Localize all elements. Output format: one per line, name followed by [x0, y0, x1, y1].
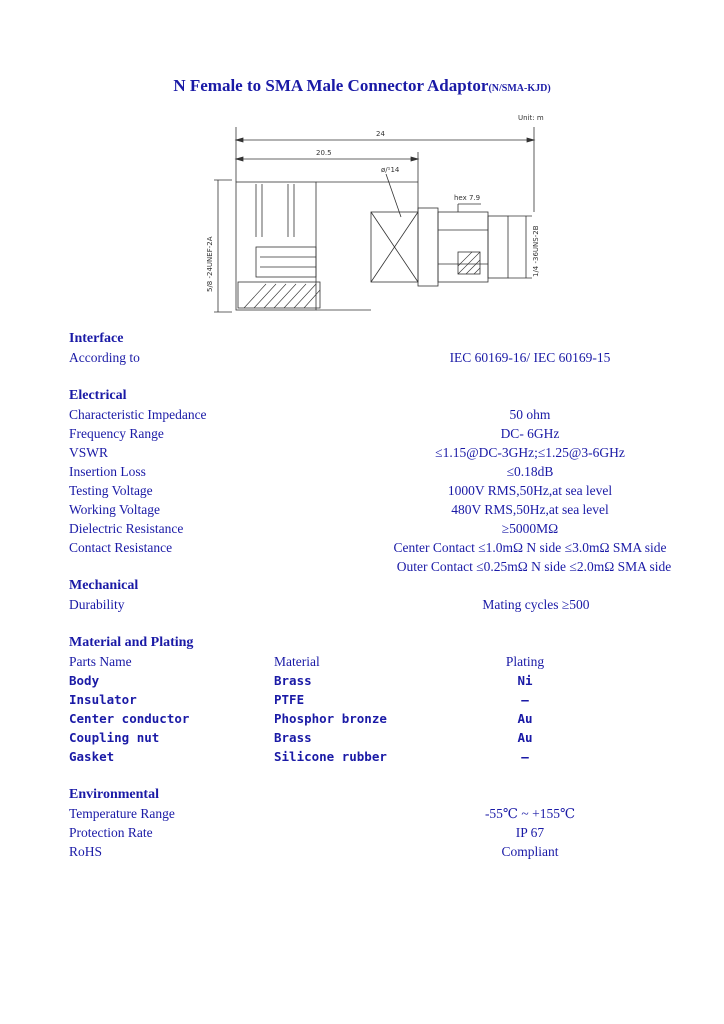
spec-label: According to [69, 350, 140, 365]
spec-row [0, 806, 724, 825]
part-material: Silicone rubber [274, 749, 387, 764]
spec-row [0, 426, 724, 445]
spec-value: Outer Contact ≤0.25mΩ N side ≤2.0mΩ SMA side [396, 559, 672, 574]
part-name: Coupling nut [69, 730, 160, 745]
model-code: (N/SMA-KJD) [488, 83, 551, 94]
dim-hex: ø/¹14 [381, 166, 400, 174]
material-row [0, 711, 724, 730]
spec-row [0, 483, 724, 502]
material-header-row [0, 654, 724, 673]
spec-label: Insertion Loss [69, 464, 146, 479]
spec-row [0, 559, 724, 578]
dim-thread-sma: 1/4 -36UNS-2B [532, 225, 540, 277]
spec-value: ≤0.18dB [506, 464, 554, 479]
spec-value: ≤1.15@DC-3GHz;≤1.25@3-6GHz [435, 445, 625, 460]
material-row [0, 749, 724, 768]
part-plating: — [521, 749, 529, 764]
part-name: Insulator [69, 692, 137, 707]
spec-value: DC- 6GHz [500, 426, 560, 441]
spec-row [0, 844, 724, 863]
dim-overall: 24 [376, 130, 385, 138]
spec-row [0, 407, 724, 426]
part-plating: Ni [517, 673, 533, 688]
page-title [0, 76, 724, 96]
title-main: N Female to SMA Male Connector Adaptor [173, 76, 489, 95]
spec-row [0, 540, 724, 559]
part-material: PTFE [274, 692, 305, 707]
spec-value: IEC 60169-16/ IEC 60169-15 [449, 350, 611, 365]
material-row [0, 730, 724, 749]
spec-label: Contact Resistance [69, 540, 173, 555]
spec-row [0, 350, 724, 369]
part-name: Gasket [69, 749, 115, 764]
spec-value: 50 ohm [509, 407, 551, 422]
part-name: Body [69, 673, 100, 688]
section-interface: Interface [69, 331, 124, 346]
part-plating: Au [517, 730, 533, 745]
spec-value: Center Contact ≤1.0mΩ N side ≤3.0mΩ SMA side [393, 540, 667, 555]
spec-row [0, 521, 724, 540]
dim-body: 20.5 [316, 149, 332, 157]
spec-label: Characteristic Impedance [69, 407, 207, 422]
spec-row [0, 445, 724, 464]
spec-value: Compliant [501, 844, 559, 859]
connector-drawing [196, 112, 566, 322]
material-row [0, 673, 724, 692]
part-plating: Au [517, 711, 533, 726]
spec-label: Dielectric Resistance [69, 521, 184, 536]
spec-row [0, 597, 724, 616]
dim-sma: hex 7.9 [454, 194, 481, 202]
spec-row [0, 825, 724, 844]
section-mechanical: Mechanical [69, 578, 139, 593]
part-plating: — [521, 692, 529, 707]
col-material: Material [274, 654, 320, 669]
part-material: Phosphor bronze [274, 711, 387, 726]
spec-value: -55℃ ~ +155℃ [484, 806, 576, 821]
spec-row [0, 464, 724, 483]
spec-row [0, 502, 724, 521]
col-parts-name: Parts Name [69, 654, 132, 669]
spec-label: Working Voltage [69, 502, 161, 517]
spec-label: Temperature Range [69, 806, 175, 821]
material-row [0, 692, 724, 711]
spec-label: Frequency Range [69, 426, 164, 441]
spec-value: Mating cycles ≥500 [482, 597, 590, 612]
spec-value: IP 67 [515, 825, 545, 840]
spec-value: ≥5000MΩ [501, 521, 559, 536]
part-material: Brass [274, 673, 312, 688]
spec-value: 1000V RMS,50Hz,at sea level [447, 483, 613, 498]
col-plating: Plating [505, 654, 545, 669]
part-material: Brass [274, 730, 312, 745]
spec-label: Testing Voltage [69, 483, 153, 498]
drawing-unit: Unit: m [518, 114, 544, 122]
section-material: Material and Plating [69, 635, 194, 650]
section-environmental: Environmental [69, 787, 159, 802]
section-electrical: Electrical [69, 388, 127, 403]
spec-value: 480V RMS,50Hz,at sea level [451, 502, 609, 517]
dim-thread-n: 5/8 -24UNEF-2A [206, 236, 214, 292]
spec-label: RoHS [69, 844, 103, 859]
spec-label: VSWR [69, 445, 109, 460]
part-name: Center conductor [69, 711, 190, 726]
spec-label: Durability [69, 597, 125, 612]
spec-label: Protection Rate [69, 825, 153, 840]
